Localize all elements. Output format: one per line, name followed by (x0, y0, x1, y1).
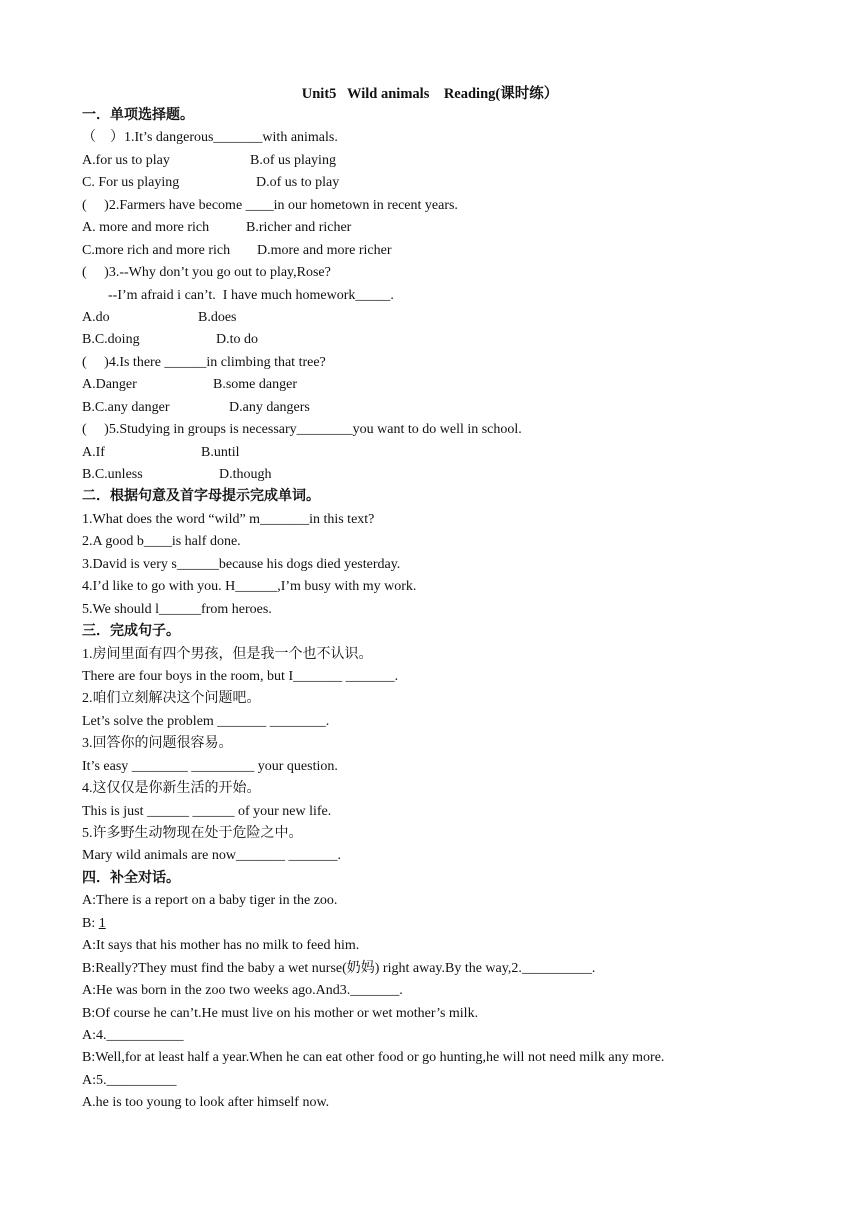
option-right: B.until (201, 444, 240, 460)
blank-number: 1 (98, 915, 106, 931)
question-line: （ ）1.It’s dangerous_______with animals. (82, 130, 338, 146)
option-right: D.though (219, 467, 272, 482)
answer-options (82, 307, 802, 329)
question-line: --I’m afraid i can’t. I have much homework_____. (108, 287, 394, 303)
option-right: B.does (198, 309, 237, 325)
option-right: D.any dangers (229, 399, 310, 415)
option-left: B.C.unless (82, 467, 143, 482)
worksheet-body (82, 105, 802, 1115)
answer-options (82, 397, 802, 419)
question-line: Let’s solve the problem _______ ________. (82, 713, 330, 729)
question-line: A:4.___________ (82, 1027, 184, 1043)
question-line: B:Of course he can’t.He must live on his mother or wet mother’s milk. (82, 1005, 479, 1021)
speaker-label: B: (82, 915, 99, 931)
question-line: 3.回答你的问题很容易。 (82, 736, 233, 752)
question-line: Mary wild animals are now_______ _______. (82, 848, 341, 864)
question-line: 4.这仅仅是你新生活的开始。 (82, 781, 261, 797)
option-left: B.C.doing (82, 332, 140, 348)
answer-options (82, 442, 802, 464)
question-line: ( )5.Studying in groups is necessary________you want to do well in school. (82, 422, 522, 438)
option-right: B.some danger (213, 377, 297, 393)
option-left: A.for us to play (82, 152, 170, 168)
question-line: 1.房间里面有四个男孩，但是我一个也不认识。 (82, 646, 373, 662)
question-line: ( )4.Is there ______in climbing that tree? (82, 354, 326, 370)
option-left: C.more rich and more rich (82, 242, 231, 258)
answer-options (82, 240, 802, 262)
option-left: A.do (82, 309, 110, 325)
question-line: 5.许多野生动物现在处于危险之中。 (82, 826, 303, 841)
question-line: 1.What does the word “wild” m_______in this text? (82, 511, 375, 527)
question-line: B:Really?They must find the baby a wet nurse(奶妈) right away.By the way,2.__________. (82, 960, 596, 976)
option-left: B.C.any danger (82, 399, 170, 415)
section-heading: 三．完成句子。 (82, 624, 180, 640)
question-line: It’s easy ________ _________ your question. (82, 758, 338, 774)
answer-options (82, 374, 802, 396)
option-right: D.to do (216, 332, 258, 348)
option-left: A. more and more rich (82, 220, 210, 236)
question-line: 5.We should l______from heroes. (82, 601, 272, 617)
question-line: 2.咱们立刻解决这个问题吧。 (82, 691, 261, 707)
section-heading: 二．根据句意及首字母提示完成单词。 (82, 489, 320, 505)
option-left: C. For us playing (82, 175, 180, 191)
question-line: A:There is a report on a baby tiger in the zoo. (82, 893, 338, 909)
option-right: D.more and more richer (257, 242, 392, 258)
option-right: B.richer and richer (246, 220, 352, 236)
question-line: ( )2.Farmers have become ____in our hometown in recent years. (82, 197, 458, 213)
question-line: ( )3.--Why don’t you go out to play,Rose? (82, 265, 331, 281)
question-line: 3.David is very s______because his dogs died yesterday. (82, 556, 401, 572)
question-line: A:He was born in the zoo two weeks ago.And3._______. (82, 983, 403, 999)
page-title: Unit5 Wild animals Reading(课时练） (301, 86, 559, 102)
question-line: 4.I’d like to go with you. H______,I’m busy with my work. (82, 579, 417, 595)
option-left: A.Danger (82, 377, 137, 393)
question-line: A:It says that his mother has no milk to feed him. (82, 938, 360, 954)
option-right: B.of us playing (250, 152, 336, 168)
question-line: A:5.__________ (82, 1072, 177, 1088)
dialogue-line (82, 913, 802, 935)
question-line: B:Well,for at least half a year.When he can eat other food or go hunting,he will not need milk any more. (82, 1050, 665, 1066)
question-line: There are four boys in the room, but I_______ _______. (82, 668, 399, 684)
question-line: This is just ______ ______ of your new life. (82, 803, 332, 819)
option-left: A.If (82, 444, 105, 460)
section-heading: 一．单项选择题。 (82, 108, 194, 123)
answer-options (82, 329, 802, 351)
answer-options (82, 172, 802, 194)
answer-options (82, 464, 802, 486)
answer-options (82, 217, 802, 239)
question-line: A.he is too young to look after himself now. (82, 1095, 330, 1111)
answer-options (82, 150, 802, 172)
option-right: D.of us to play (256, 175, 340, 191)
question-line: 2.A good b____is half done. (82, 534, 241, 550)
section-heading: 四．补全对话。 (82, 870, 180, 886)
